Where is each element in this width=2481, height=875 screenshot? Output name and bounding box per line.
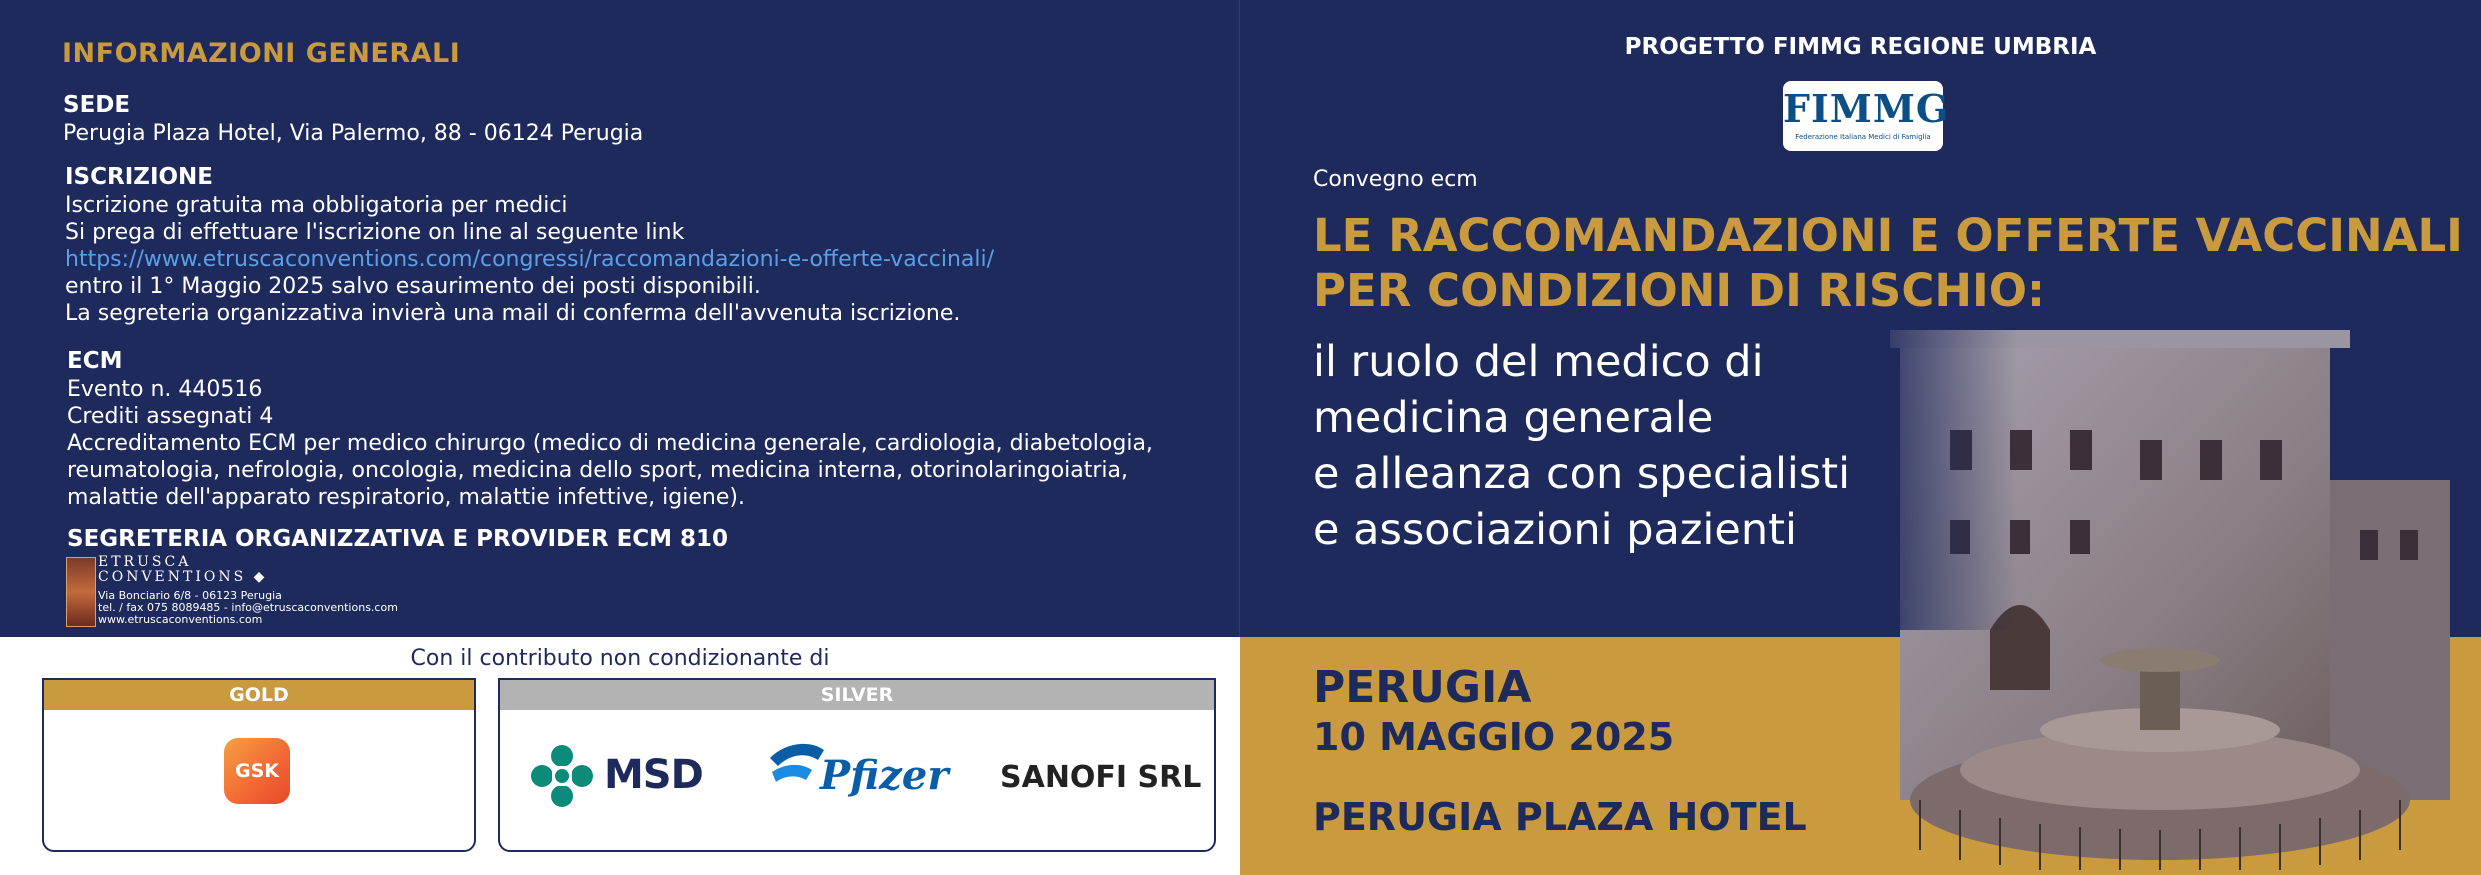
event-title-line1: LE RACCOMANDAZIONI E OFFERTE VACCINALI [1313,209,2463,262]
silver-label: SILVER [500,680,1214,710]
event-type: Convegno ecm [1313,167,1478,192]
iscrizione-line3: entro il 1° Maggio 2025 salvo esaurimento dei posti disponibili. [65,274,761,299]
etrusca-phone-email: tel. / fax 075 8089485 - info@etruscaconventions.com [98,601,398,614]
sponsor-intro: Con il contributo non condizionante di [410,646,830,671]
silver-sponsor-box [498,678,1216,852]
event-date: 10 MAGGIO 2025 [1313,715,1675,759]
ecm-line4: reumatologia, nefrologia, oncologia, medicina dello sport, medicina interna, otorinolaringoiatria, [67,458,1129,483]
iscrizione-line1: Iscrizione gratuita ma obbligatoria per medici [65,193,568,218]
info-panel [0,0,1240,637]
ecm-line5: malattie dell'apparato respiratorio, malattie infettive, igiene). [67,485,745,510]
fimmg-logo-text: FIMMG [1783,86,1950,131]
event-subtitle-line1: il ruolo del medico di [1313,337,1764,387]
event-title-line2: PER CONDIZIONI DI RISCHIO: [1313,264,2046,317]
gold-label: GOLD [44,680,474,710]
event-subtitle-line4: e associazioni pazienti [1313,505,1797,555]
msd-icon [530,744,594,808]
etrusca-logo-line2: CONVENTIONS ◆ [98,569,268,585]
event-title [1313,208,2463,318]
sede-title: SEDE [63,92,131,118]
ecm-line3: Accreditamento ECM per medico chirurgo (medico di medicina generale, cardiologia, diabetologia, [67,431,1153,456]
event-subtitle-line3: e alleanza con specialisti [1313,449,1851,499]
iscrizione-line2: Si prega di effettuare l'iscrizione on line al seguente link [65,220,685,245]
project-title: PROGETTO FIMMG REGIONE UMBRIA [1624,34,2097,60]
etrusca-logo-image [66,557,96,627]
iscrizione-title: ISCRIZIONE [65,164,214,190]
event-subtitle-line2: medicina generale [1313,393,1714,443]
sanofi-logo-text: SANOFI SRL [1000,760,1202,795]
etrusca-logo-text [98,555,267,585]
pfizer-logo-text: Pfizer [820,752,949,799]
fimmg-logo-subtext: Federazione Italiana Medici di Famiglia [1795,133,1931,141]
pfizer-icon [766,736,828,798]
iscrizione-line4: La segreteria organizzativa invierà una mail di conferma dell'avvenuta iscrizione. [65,301,961,326]
gold-sponsor-box [42,678,476,852]
ecm-credits: Crediti assegnati 4 [67,404,274,429]
palazzo-dei-priori-image [1860,330,2481,875]
ecm-event-number: Evento n. 440516 [67,377,263,402]
etrusca-contacts [98,590,398,626]
event-city: PERUGIA [1313,662,1532,713]
msd-logo-text: MSD [604,752,703,798]
ecm-title: ECM [67,348,123,374]
sede-address: Perugia Plaza Hotel, Via Palermo, 88 - 06124 Perugia [63,121,644,146]
etrusca-logo-line1: ETRUSCA [98,554,192,570]
event-venue: PERUGIA PLAZA HOTEL [1313,795,1807,839]
gsk-logo: GSK [224,738,290,804]
etrusca-website: www.etruscaconventions.com [98,613,263,626]
segreteria-title: SEGRETERIA ORGANIZZATIVA E PROVIDER ECM 810 [67,526,729,552]
registration-link[interactable]: https://www.etruscaconventions.com/congressi/raccomandazioni-e-offerte-vaccinali/ [65,247,995,272]
event-subtitle [1313,334,1850,558]
etrusca-address: Via Bonciario 6/8 - 06123 Perugia [98,589,282,602]
fimmg-logo [1783,81,1950,151]
info-heading: INFORMAZIONI GENERALI [62,38,461,69]
sponsor-area [0,637,1240,875]
